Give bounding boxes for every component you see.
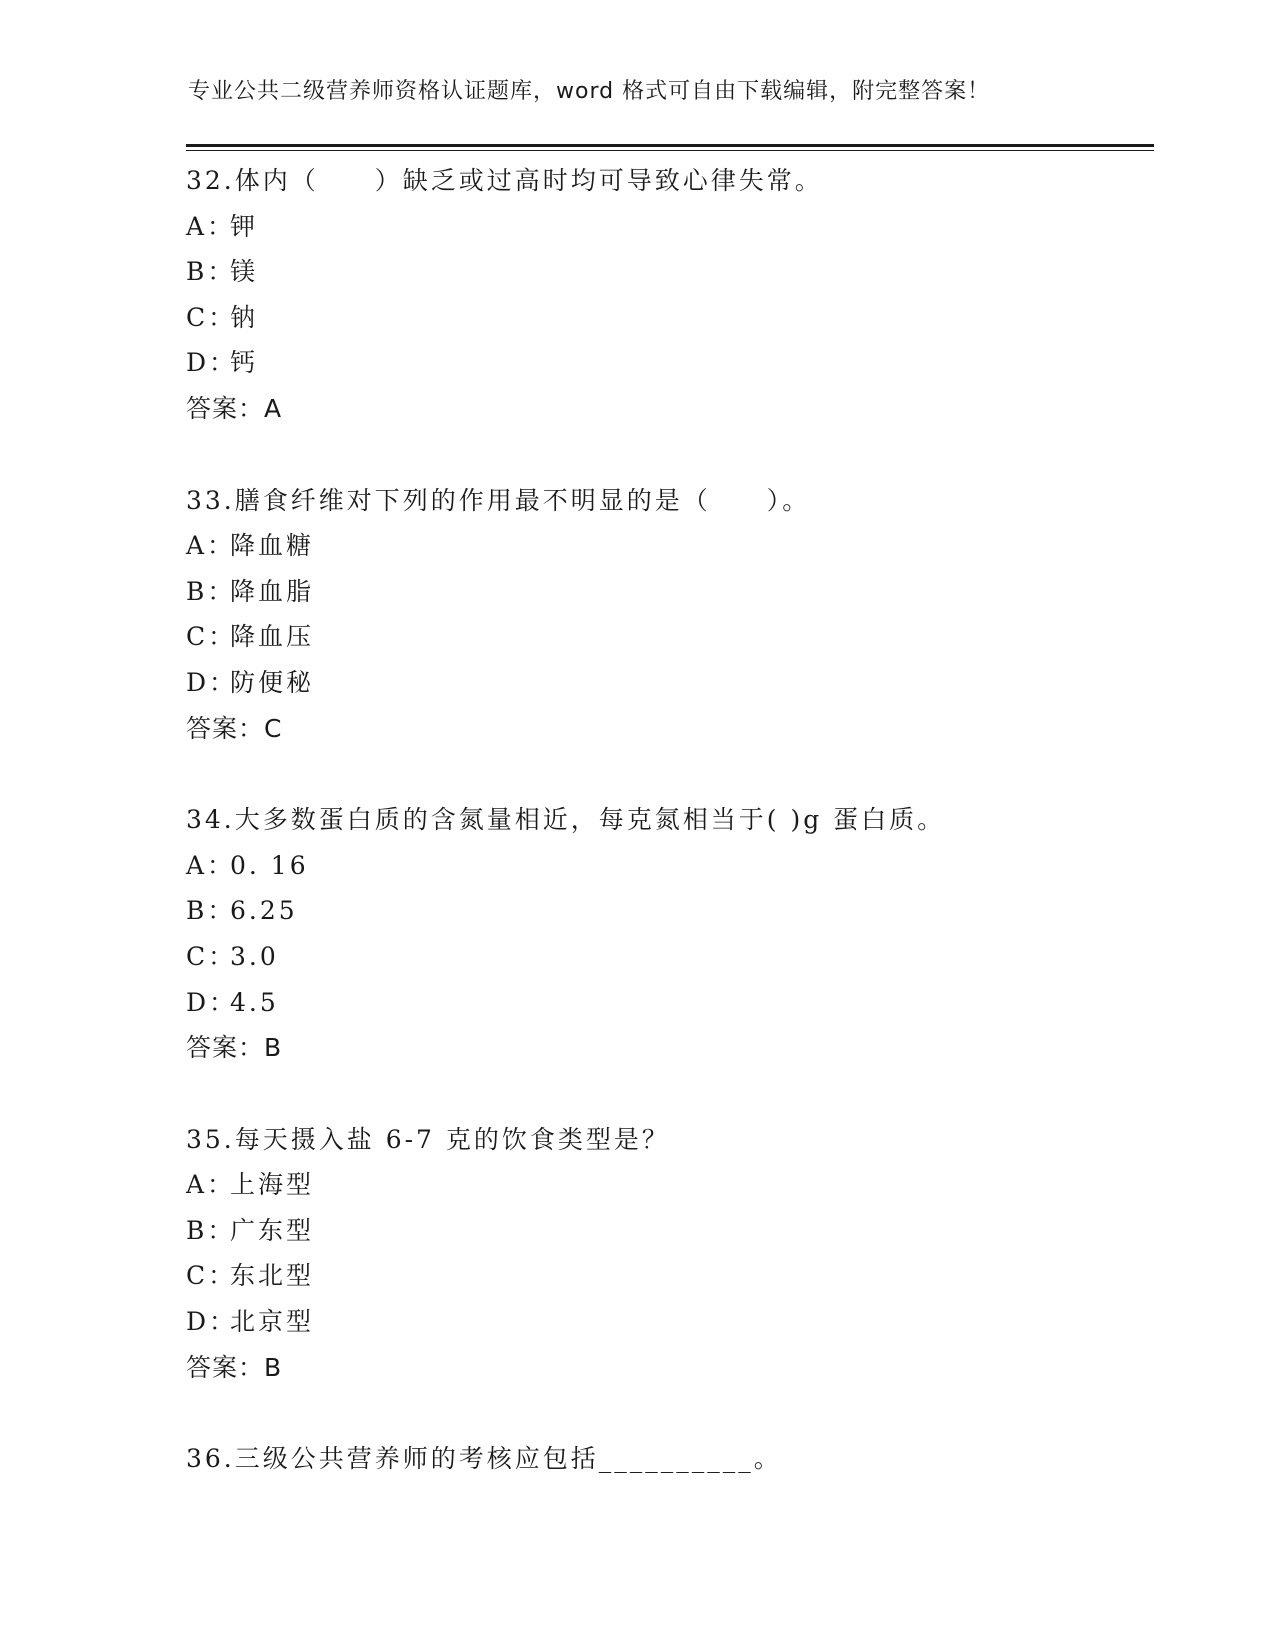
- option-text: 钙: [230, 348, 259, 378]
- question-34: [186, 797, 1146, 1071]
- option-label: D：: [186, 1307, 238, 1337]
- option-c: [186, 295, 1146, 341]
- answer-line: 答案：B: [186, 1033, 283, 1063]
- option-label: B：: [186, 896, 236, 926]
- option-label: C：: [186, 941, 237, 971]
- option-b: [186, 569, 1146, 615]
- option-label: A：: [186, 1170, 236, 1200]
- option-label: B：: [186, 576, 236, 606]
- option-a: [186, 523, 1146, 569]
- option-text: 东北型: [230, 1261, 315, 1291]
- option-c: [186, 1253, 1146, 1299]
- option-c: [186, 614, 1146, 660]
- option-label: A：: [186, 531, 236, 561]
- option-label: C：: [186, 1261, 237, 1291]
- header-divider-thin: [186, 150, 1154, 151]
- question-list: [186, 158, 1146, 1528]
- answer-line: 答案：A: [186, 393, 283, 423]
- option-label: A：: [186, 211, 236, 241]
- option-d: [186, 980, 1146, 1026]
- question-stem: 33.膳食纤维对下列的作用最不明显的是（ ）。: [186, 485, 811, 515]
- option-label: D：: [186, 987, 238, 1017]
- option-text: 防便秘: [230, 667, 315, 697]
- question-stem: 32.体内（ ）缺乏或过高时均可导致心律失常。: [186, 166, 823, 195]
- option-a: [186, 1162, 1146, 1208]
- option-label: C：: [186, 302, 237, 332]
- option-a: [186, 204, 1146, 250]
- option-c: [186, 934, 1146, 980]
- option-label: A：: [186, 850, 236, 880]
- option-text: 3.0: [230, 941, 279, 971]
- option-a: [186, 843, 1146, 889]
- question-35: [186, 1117, 1146, 1391]
- header-divider-thick: [186, 144, 1154, 147]
- option-label: D：: [186, 348, 238, 378]
- option-text: 4.5: [230, 987, 279, 1017]
- option-text: 6.25: [230, 896, 298, 926]
- option-label: B：: [186, 257, 236, 287]
- option-text: 钠: [230, 302, 259, 332]
- option-text: 降血糖: [230, 531, 315, 561]
- option-d: [186, 340, 1146, 386]
- option-text: 广东型: [230, 1215, 315, 1245]
- option-b: [186, 888, 1146, 934]
- option-text: 降血脂: [230, 576, 315, 606]
- question-stem: 36.三级公共营养师的考核应包括__________。: [186, 1444, 782, 1474]
- option-label: D：: [186, 667, 238, 697]
- option-text: 镁: [230, 257, 259, 287]
- question-stem: 34.大多数蛋白质的含氮量相近，每克氮相当于( )g 蛋白质。: [186, 805, 946, 835]
- option-b: [186, 1208, 1146, 1254]
- option-text: 钾: [230, 211, 259, 241]
- option-text: 0. 16: [230, 850, 309, 880]
- option-label: B：: [186, 1215, 236, 1245]
- option-d: [186, 660, 1146, 706]
- question-stem: 35.每天摄入盐 6-7 克的饮食类型是？: [186, 1124, 670, 1154]
- answer-line: 答案：C: [186, 713, 283, 743]
- answer-line: 答案：B: [186, 1352, 283, 1382]
- question-33: [186, 478, 1146, 752]
- question-36: [186, 1436, 1146, 1482]
- option-text: 上海型: [230, 1170, 315, 1200]
- option-label: C：: [186, 622, 237, 652]
- question-32: [186, 158, 1146, 432]
- option-text: 降血压: [230, 622, 315, 652]
- option-b: [186, 249, 1146, 295]
- option-text: 北京型: [230, 1307, 315, 1337]
- option-d: [186, 1299, 1146, 1345]
- document-header: 专业公共二级营养师资格认证题库，word 格式可自由下载编辑，附完整答案！: [188, 79, 991, 104]
